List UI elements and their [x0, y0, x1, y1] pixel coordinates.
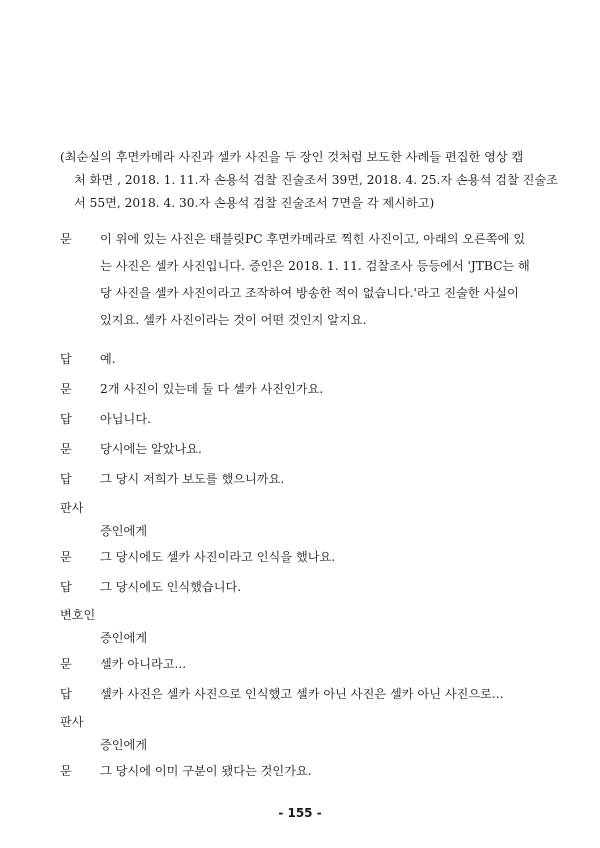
addressee: 증인에게 — [100, 524, 148, 538]
intro-line-2: 처 화면 , 2018. 1. 11.자 손용석 검찰 진술조서 39면, 2018. 4. 25.자 손용석 검찰 진술조 — [74, 173, 558, 187]
dialog-line: 셀카 사진은 셀카 사진으로 인식했고 셀카 아닌 사진은 셀카 아닌 사진으로... — [100, 687, 504, 701]
intro-line-3: 서 55면, 2018. 4. 30.자 손용석 검찰 진술조서 7면을 각 제시하고) — [74, 196, 435, 210]
dialog-line: 있지요. 셀카 사진이라는 것이 어떤 것인지 알지요. — [100, 313, 367, 327]
dialog-line: 아닙니다. — [100, 412, 151, 426]
dialog-line: 2개 사진이 있는데 둘 다 셀카 사진인가요. — [100, 382, 324, 396]
speaker-label: 문 — [60, 442, 72, 456]
dialog-line: 그 당시에도 인식했습니다. — [100, 580, 242, 594]
section-header: 변호인 — [60, 608, 96, 622]
dialog-line: 그 당시에도 셀카 사진이라고 인식을 했나요. — [100, 550, 336, 564]
speaker-label: 답 — [60, 580, 72, 594]
intro-note — [60, 146, 558, 215]
dialog-line: 당 사진을 셀카 사진이라고 조작하여 방송한 적이 없습니다.'라고 진술한 사실이 — [100, 286, 519, 300]
dialog-line: 예. — [100, 352, 116, 366]
addressee: 증인에게 — [100, 631, 148, 645]
speaker-label: 문 — [60, 550, 72, 564]
speaker-label: 답 — [60, 472, 72, 486]
speaker-label: 답 — [60, 412, 72, 426]
intro-line-1: (최순실의 후면카메라 사진과 셀카 사진을 두 장인 것처럼 보도한 사례들 편집한 영상 캡 — [60, 150, 524, 164]
dialog-line: 그 당시 저희가 보도를 했으니까요. — [100, 472, 285, 486]
page-number: - 155 - — [278, 806, 322, 820]
speaker-label: 답 — [60, 687, 72, 701]
speaker-label: 문 — [60, 382, 72, 396]
speaker-label: 답 — [60, 352, 72, 366]
dialog-line: 당시에는 알았나요. — [100, 442, 202, 456]
speaker-label: 문 — [60, 232, 72, 246]
dialog-line: 셀카 아니라고... — [100, 657, 187, 671]
addressee: 증인에게 — [100, 738, 148, 752]
speaker-label: 문 — [60, 764, 72, 778]
dialog-text — [100, 226, 555, 334]
speaker-label: 문 — [60, 657, 72, 671]
dialog-line: 는 사진은 셀카 사진입니다. 증인은 2018. 1. 11. 검찰조사 등등에서 'JTBC는 해 — [100, 259, 530, 273]
dialog-line: 이 위에 있는 사진은 태블릿PC 후면카메라로 찍힌 사진이고, 아래의 오른쪽에 있 — [100, 232, 526, 246]
section-header: 판사 — [60, 501, 84, 515]
dialog-line: 그 당시에 이미 구분이 됐다는 것인가요. — [100, 764, 312, 778]
section-header: 판사 — [60, 715, 84, 729]
